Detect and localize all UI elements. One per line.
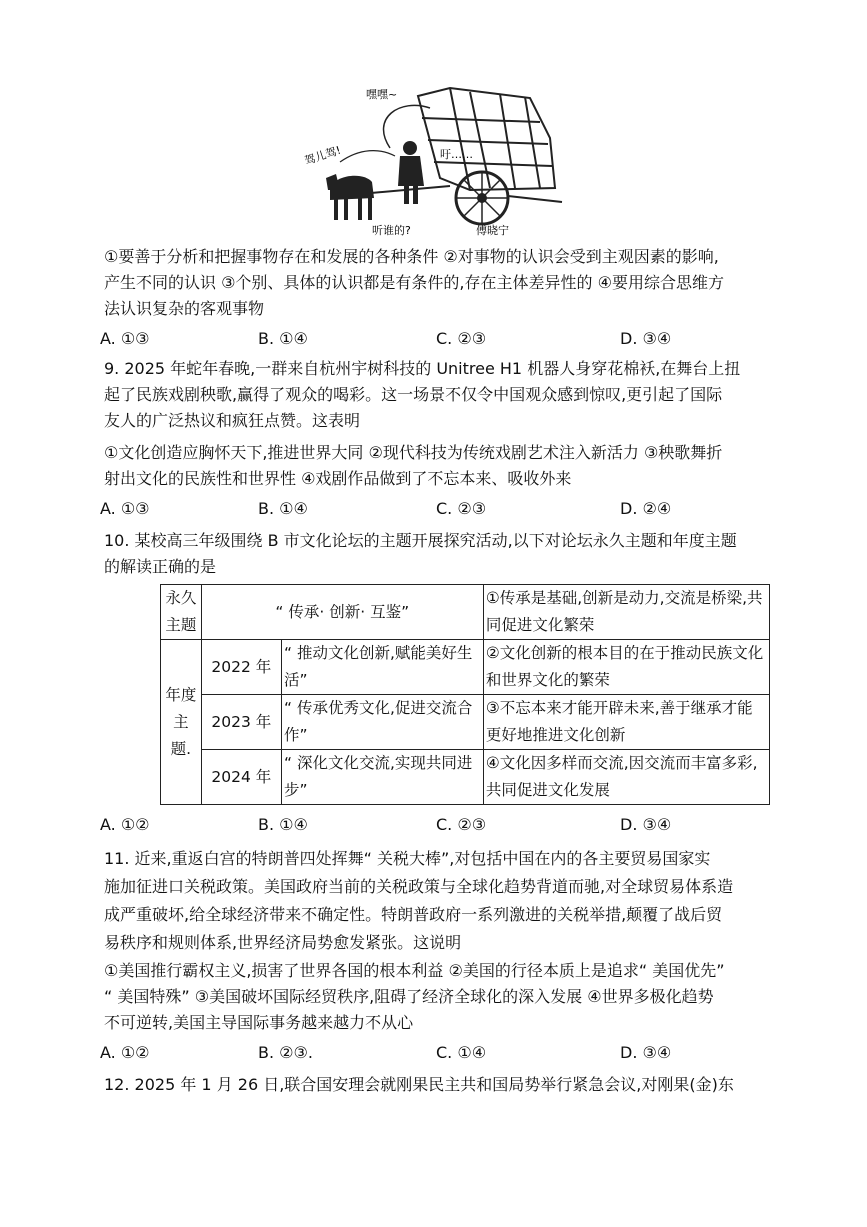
choice-d[interactable]: D. ③④ bbox=[620, 1043, 672, 1062]
q9-option-line: 射出文化的民族性和世界性 ④戏剧作品做到了不忘本来、吸收外来 bbox=[104, 469, 572, 488]
table-row bbox=[161, 695, 770, 750]
choice-c[interactable]: C. ②③ bbox=[436, 329, 487, 348]
choice-b[interactable]: B. ①④ bbox=[258, 499, 308, 518]
table-item: ②文化创新的根本目的在于推动民族文化和世界文化的繁荣 bbox=[483, 640, 769, 695]
choice-d[interactable]: D. ③④ bbox=[620, 329, 672, 348]
q8-option-line: 产生不同的认识 ③个别、具体的认识都是有条件的,存在主体差异性的 ④要用综合思维方 bbox=[104, 273, 724, 292]
q11-stem-line: 成严重破坏,给全球经济带来不确定性。特朗普政府一系列激进的关税举措,颠覆了战后贸 bbox=[104, 905, 723, 924]
choice-b[interactable]: B. ②③. bbox=[258, 1043, 313, 1062]
table-year: 2023 年 bbox=[201, 695, 281, 750]
choice-d[interactable]: D. ③④ bbox=[620, 815, 672, 834]
q11-stem-line: 11. 近来,重返白宫的特朗普四处挥舞“ 关税大棒”,对包括中国在内的各主要贸易国家实 bbox=[104, 849, 711, 868]
permanent-theme-label: 永久主题 bbox=[161, 585, 202, 640]
q9-stem-line: 9. 2025 年蛇年春晚,一群来自杭州宇树科技的 Unitree H1 机器人身穿花棉袄,在舞台上扭 bbox=[104, 359, 741, 378]
choice-c[interactable]: C. ②③ bbox=[436, 815, 487, 834]
q11-option-line: ①美国推行霸权主义,损害了世界各国的根本利益 ②美国的行径本质上是追求“ 美国优先” bbox=[104, 961, 725, 980]
q9-stem-line: 起了民族戏剧秧歌,赢得了观众的喝彩。这一场景不仅令中国观众感到惊叹,更引起了国际 bbox=[104, 385, 723, 404]
choice-a[interactable]: A. ①③ bbox=[100, 329, 150, 348]
annual-theme-label: 年度主题. bbox=[161, 640, 202, 805]
choice-a[interactable]: A. ①② bbox=[100, 1043, 150, 1062]
table-year: 2022 年 bbox=[201, 640, 281, 695]
q11-option-line: “ 美国特殊” ③美国破坏国际经贸秩序,阻碍了经济全球化的深入发展 ④世界多极化趋势 bbox=[104, 987, 714, 1006]
cartoon-caption-right: 傅晓宁 bbox=[476, 224, 509, 237]
q11-stem-line: 易秩序和规则体系,世界经济局势愈发紧张。这说明 bbox=[104, 933, 462, 952]
choice-c[interactable]: C. ①④ bbox=[436, 1043, 487, 1062]
permanent-theme-text: “ 传承· 创新· 互鉴” bbox=[201, 585, 483, 640]
q11-option-line: 不可逆转,美国主导国际事务越来越力不从心 bbox=[104, 1013, 414, 1032]
table-year: 2024 年 bbox=[201, 750, 281, 805]
table-item: ①传承是基础,创新是动力,交流是桥梁,共同促进文化繁荣 bbox=[483, 585, 769, 640]
cartoon-sound-right: 吁…… bbox=[440, 148, 473, 161]
table-row bbox=[161, 585, 770, 640]
q10-stem-line: 10. 某校高三年级围绕 B 市文化论坛的主题开展探究活动,以下对论坛永久主题和年度主题 bbox=[104, 531, 737, 550]
cartoon-shout-top: 嘿嘿~ bbox=[366, 88, 398, 101]
q11-stem-line: 施加征进口关税政策。美国政府当前的关税政策与全球化趋势背道而驰,对全球贸易体系造 bbox=[104, 877, 734, 896]
q10-theme-table bbox=[160, 584, 770, 805]
cartoon-illustration bbox=[300, 78, 570, 238]
choice-c[interactable]: C. ②③ bbox=[436, 499, 487, 518]
cartoon-caption-left: 听谁的? bbox=[372, 224, 411, 237]
choice-b[interactable]: B. ①④ bbox=[258, 815, 308, 834]
table-row bbox=[161, 750, 770, 805]
choice-a[interactable]: A. ①② bbox=[100, 815, 150, 834]
table-theme: “ 传承优秀文化,促进交流合作” bbox=[282, 695, 484, 750]
choice-b[interactable]: B. ①④ bbox=[258, 329, 308, 348]
table-item: ④文化因多样而交流,因交流而丰富多彩,共同促进文化发展 bbox=[483, 750, 769, 805]
table-row bbox=[161, 640, 770, 695]
q12-stem-line: 12. 2025 年 1 月 26 日,联合国安理会就刚果民主共和国局势举行紧急会议,对刚果(金)东 bbox=[104, 1075, 734, 1094]
choice-a[interactable]: A. ①③ bbox=[100, 499, 150, 518]
q9-option-line: ①文化创造应胸怀天下,推进世界大同 ②现代科技为传统戏剧艺术注入新活力 ③秧歌舞折 bbox=[104, 443, 723, 462]
choice-d[interactable]: D. ②④ bbox=[620, 499, 672, 518]
q9-stem-line: 友人的广泛热议和疯狂点赞。这表明 bbox=[104, 411, 361, 430]
table-theme: “ 推动文化创新,赋能美好生活” bbox=[282, 640, 484, 695]
q8-option-line: 法认识复杂的客观事物 bbox=[104, 299, 265, 318]
horse-cart-drawing bbox=[300, 78, 570, 238]
q8-option-line: ①要善于分析和把握事物存在和发展的各种条件 ②对事物的认识会受到主观因素的影响, bbox=[104, 247, 719, 266]
cartoon-shout-left: 驾儿驾! bbox=[302, 143, 343, 168]
table-item: ③不忘本来才能开辟未来,善于继承才能更好地推进文化创新 bbox=[483, 695, 769, 750]
table-theme: “ 深化文化交流,实现共同进步” bbox=[282, 750, 484, 805]
q10-stem-line: 的解读正确的是 bbox=[104, 557, 217, 576]
